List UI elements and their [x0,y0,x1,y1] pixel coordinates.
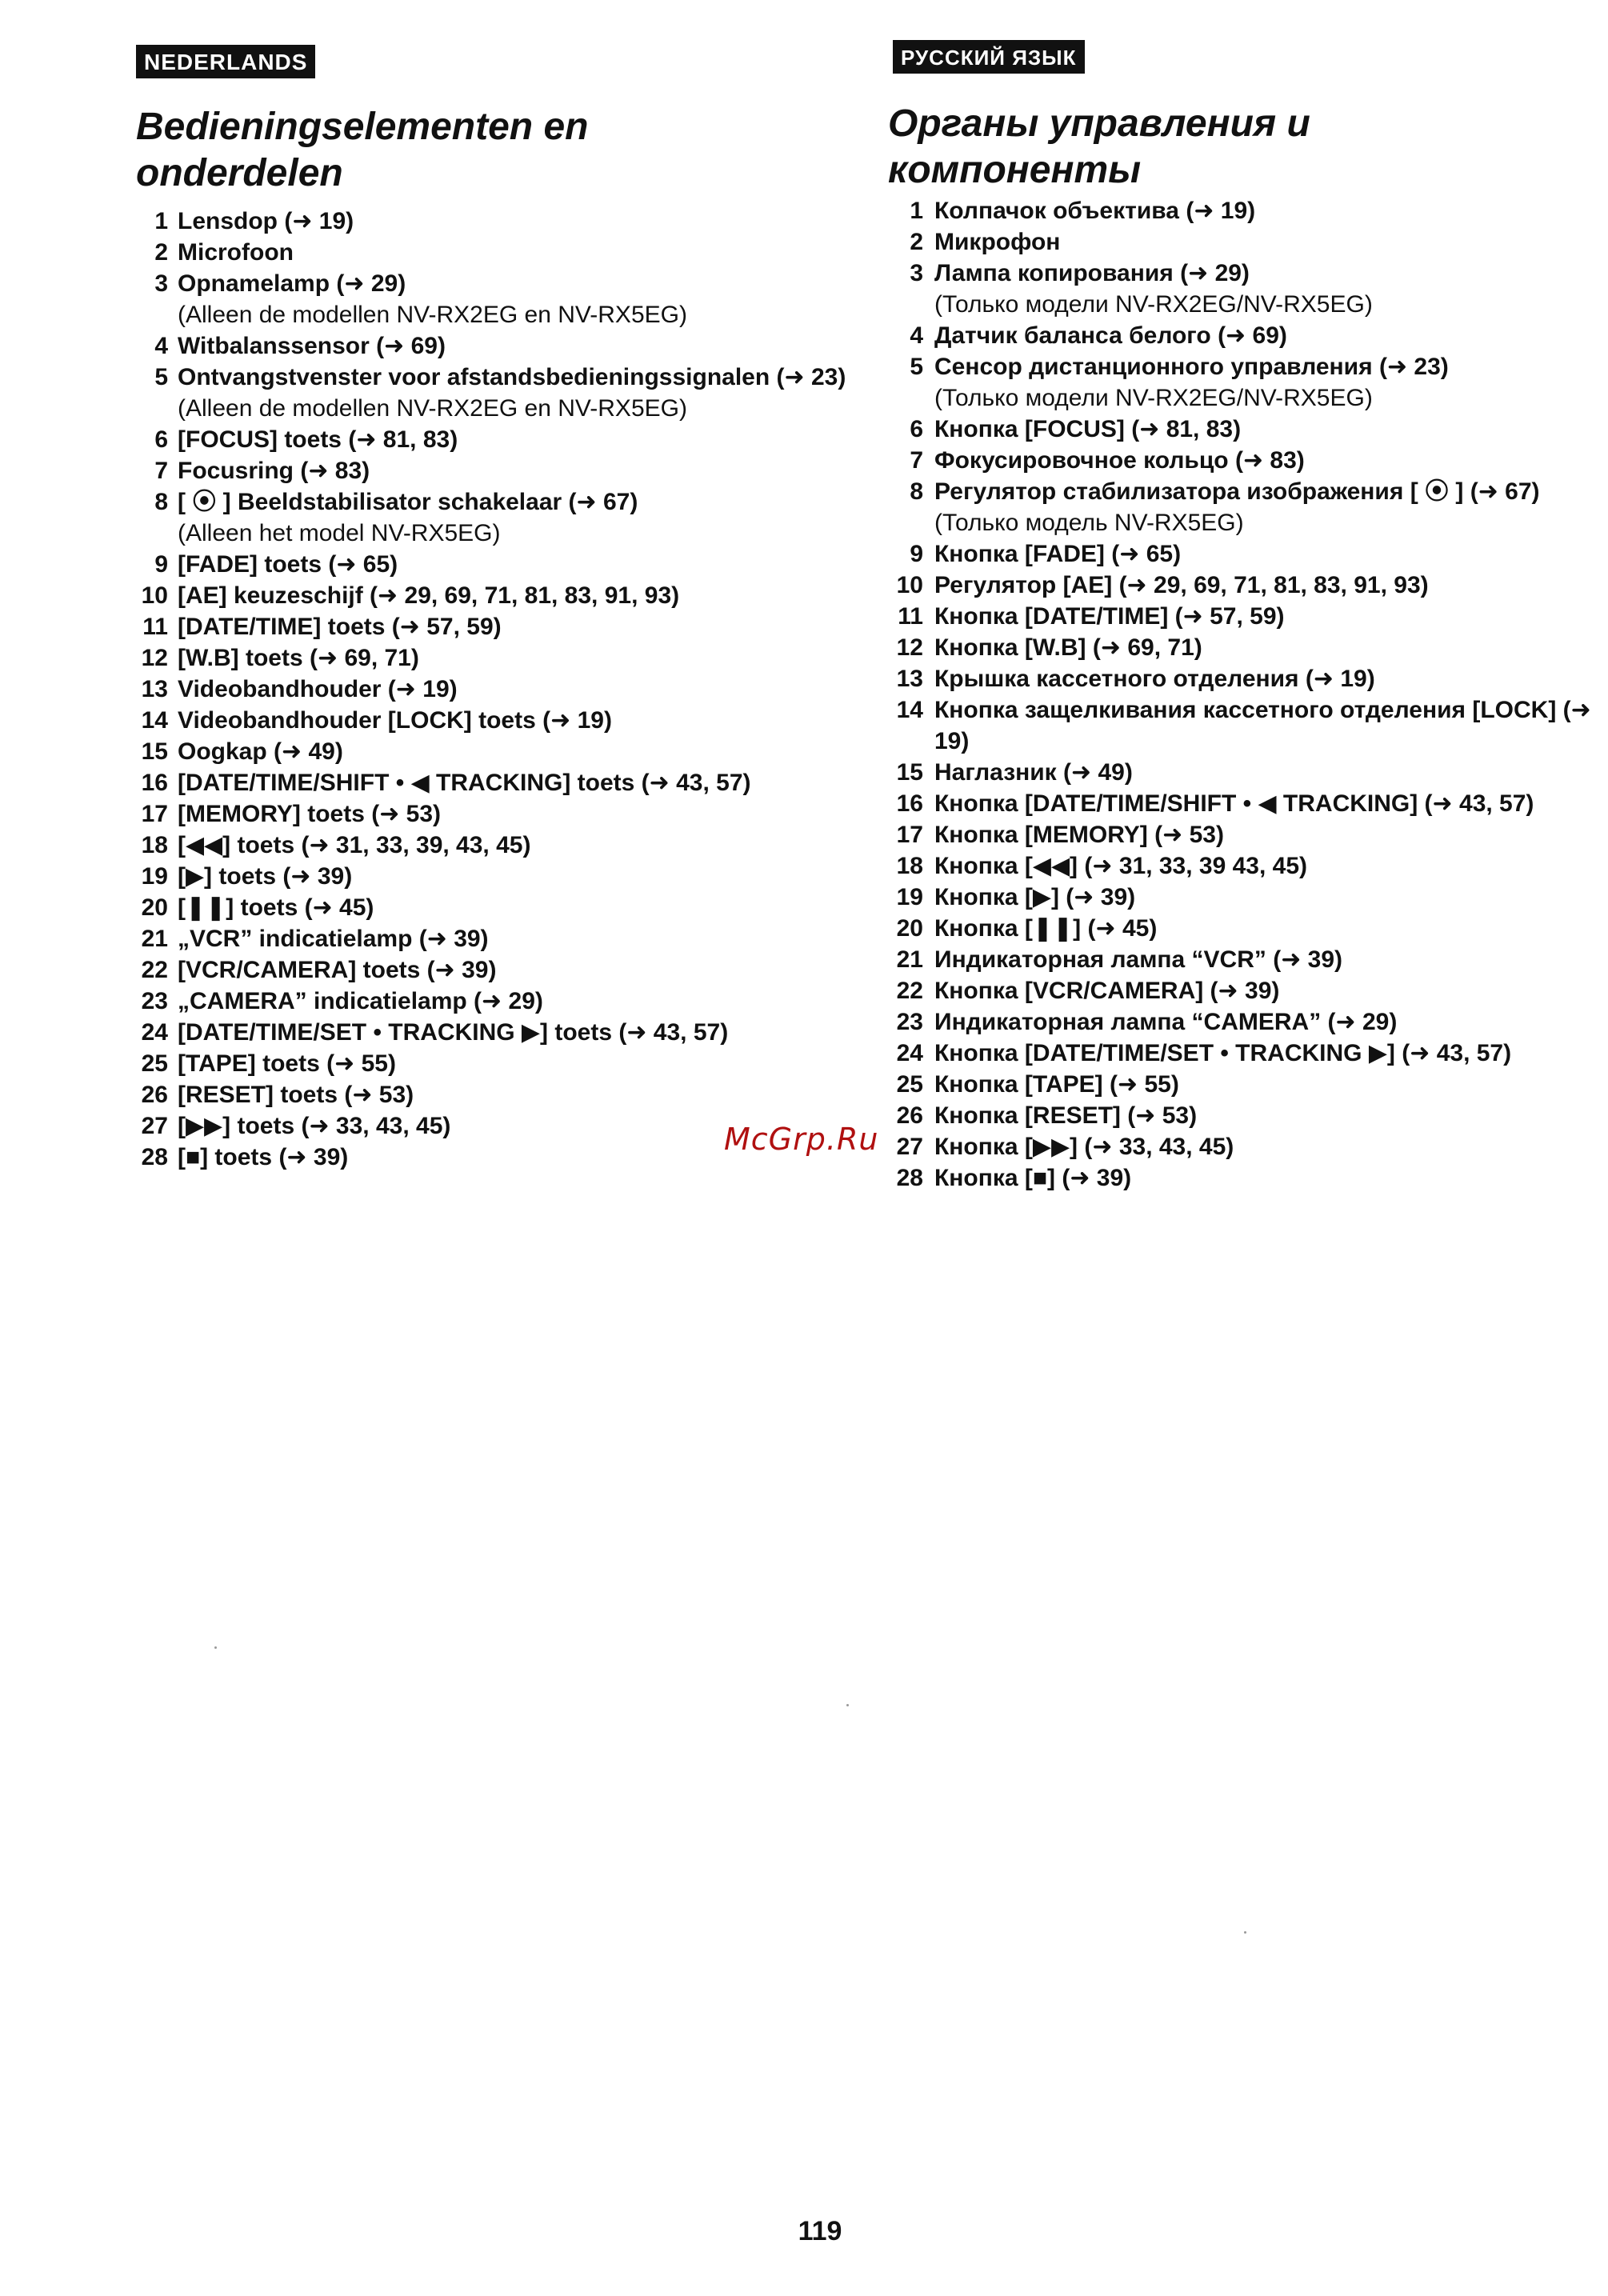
item-label: Witbalanssensor (➜ 69) [178,333,446,359]
list-item [136,611,856,642]
list-item [888,1100,1608,1131]
list-item [888,850,1608,882]
list-item [888,226,1608,258]
item-note: (Только модели NV-RX2EG/NV-RX5EG) [934,291,1373,318]
item-label: Кнопка [TAPE] (➜ 55) [934,1071,1179,1098]
item-label: [DATE/TIME] toets (➜ 57, 59) [178,614,502,640]
list-item [888,320,1608,351]
item-number: 25 [896,1071,923,1098]
list-item [136,455,856,486]
item-number: 11 [898,603,923,630]
item-number: 15 [896,759,923,786]
list-item [888,476,1608,538]
item-label: Кнопка защелкивания кассетного отделения [LOCK] (➜ 19) [934,697,1591,754]
item-note: (Alleen het model NV-RX5EG) [178,520,501,546]
item-label: [DATE/TIME/SHIFT • ◀ TRACKING] toets (➜ 43, 57) [178,770,751,796]
list-item [888,913,1608,944]
list-item [136,954,856,986]
item-note: (Только модели NV-RX2EG/NV-RX5EG) [934,385,1373,411]
list-item [136,736,856,767]
item-label: Кнопка [◀◀] (➜ 31, 33, 39 43, 45) [934,853,1308,879]
parts-list [136,206,856,1173]
item-number: 22 [896,978,923,1004]
item-label: Датчик баланса белого (➜ 69) [934,322,1287,349]
list-item [136,206,856,237]
item-number: 7 [154,458,168,484]
section-title [888,101,1310,194]
item-label: Колпачок объектива (➜ 19) [934,198,1256,224]
item-number: 20 [896,915,923,942]
item-label: Микрофон [934,229,1061,255]
list-item [136,580,856,611]
item-number: 9 [154,551,168,578]
item-number: 8 [910,478,923,505]
item-label: [▶] toets (➜ 39) [178,863,353,890]
item-label: Кнопка [▶] (➜ 39) [934,884,1136,910]
item-number: 19 [896,884,923,910]
item-number: 5 [154,364,168,390]
list-item [888,694,1608,757]
list-item [888,632,1608,663]
item-label: Ontvangstvenster voor afstandsbedieningssignalen (➜ 23) [178,364,846,390]
list-item [888,351,1608,414]
list-item [136,268,856,330]
item-number: 15 [141,738,168,765]
item-number: 27 [141,1113,168,1139]
item-number: 3 [910,260,923,286]
scan-speck [214,1646,217,1649]
item-label: [AE] keuzeschijf (➜ 29, 69, 71, 81, 83, 91, 93) [178,582,680,609]
list-item [136,1048,856,1079]
section-title [136,104,588,197]
item-number: 16 [141,770,168,796]
item-number: 17 [896,822,923,848]
item-label: [ ⦿ ] Beeldstabilisator schakelaar (➜ 67) [178,489,638,515]
item-label: Крышка кассетного отделения (➜ 19) [934,666,1375,692]
list-item [136,549,856,580]
item-label: Кнопка [■] (➜ 39) [934,1165,1132,1191]
item-number: 3 [154,270,168,297]
item-number: 8 [154,489,168,515]
item-number: 6 [910,416,923,442]
item-number: 16 [896,790,923,817]
item-label: Videobandhouder (➜ 19) [178,676,458,702]
item-number: 28 [141,1144,168,1170]
item-number: 18 [896,853,923,879]
item-label: Кнопка [VCR/CAMERA] (➜ 39) [934,978,1280,1004]
item-label: [FOCUS] toets (➜ 81, 83) [178,426,458,453]
item-number: 14 [141,707,168,734]
item-number: 13 [896,666,923,692]
item-number: 26 [141,1082,168,1108]
page-number: 119 [798,2216,842,2246]
item-note: (Alleen de modellen NV-RX2EG en NV-RX5EG) [178,395,687,422]
item-number: 14 [896,697,923,723]
item-label: Кнопка [❚❚] (➜ 45) [934,915,1158,942]
item-label: Кнопка [FADE] (➜ 65) [934,541,1182,567]
list-item [136,330,856,362]
list-item [888,1162,1608,1194]
list-item [136,767,856,798]
item-number: 23 [141,988,168,1014]
list-item [888,788,1608,819]
item-label: Videobandhouder [LOCK] toets (➜ 19) [178,707,612,734]
item-number: 10 [141,582,168,609]
item-number: 6 [154,426,168,453]
list-item [888,882,1608,913]
item-note: (Alleen de modellen NV-RX2EG en NV-RX5EG) [178,302,687,328]
item-number: 11 [142,614,168,640]
item-label: Кнопка [W.B] (➜ 69, 71) [934,634,1202,661]
item-label: [■] toets (➜ 39) [178,1144,349,1170]
scan-speck [846,1704,849,1706]
item-label: [MEMORY] toets (➜ 53) [178,801,442,827]
item-label: Кнопка [MEMORY] (➜ 53) [934,822,1224,848]
list-item [888,1069,1608,1100]
item-label: Регулятор стабилизатора изображения [ ⦿ ] (➜ 67) [934,478,1540,505]
item-number: 1 [154,208,168,234]
list-item [888,538,1608,570]
watermark: McGrp.Ru [724,1122,879,1157]
list-item [136,1079,856,1110]
item-label: Кнопка [DATE/TIME] (➜ 57, 59) [934,603,1285,630]
item-label: Кнопка [FOCUS] (➜ 81, 83) [934,416,1242,442]
item-number: 18 [141,832,168,858]
list-item [136,424,856,455]
item-number: 23 [896,1009,923,1035]
item-label: [❚❚] toets (➜ 45) [178,894,374,921]
item-label: Индикаторная лампа “VCR” (➜ 39) [934,946,1343,973]
item-label: „CAMERA” indicatielamp (➜ 29) [178,988,543,1014]
item-number: 22 [141,957,168,983]
list-item [136,674,856,705]
item-label: [TAPE] toets (➜ 55) [178,1050,396,1077]
list-item [136,798,856,830]
item-label: „VCR” indicatielamp (➜ 39) [178,926,489,952]
item-label: Кнопка [DATE/TIME/SET • TRACKING ▶] (➜ 43, 57) [934,1040,1512,1066]
list-item [136,705,856,736]
list-item [888,1006,1608,1038]
item-label: Кнопка [▶▶] (➜ 33, 43, 45) [934,1134,1234,1160]
item-number: 2 [154,239,168,266]
item-label: Кнопка [DATE/TIME/SHIFT • ◀ TRACKING] (➜ 43, 57) [934,790,1534,817]
item-number: 5 [910,354,923,380]
section-title-line-1: Органы управления и [888,102,1310,145]
list-item [888,445,1608,476]
item-number: 2 [910,229,923,255]
item-number: 25 [141,1050,168,1077]
list-item [888,414,1608,445]
list-item [136,1017,856,1048]
item-number: 19 [141,863,168,890]
item-label: Сенсор дистанционного управления (➜ 23) [934,354,1449,380]
list-item [136,892,856,923]
list-item [136,486,856,549]
item-label: Microfoon [178,239,294,266]
item-label: Наглазник (➜ 49) [934,759,1133,786]
item-number: 12 [141,645,168,671]
item-number: 12 [896,634,923,661]
item-number: 21 [896,946,923,973]
item-label: [DATE/TIME/SET • TRACKING ▶] toets (➜ 43, 57) [178,1019,729,1046]
item-label: [W.B] toets (➜ 69, 71) [178,645,419,671]
item-note: (Только модель NV-RX5EG) [934,510,1244,536]
list-item [136,861,856,892]
list-item [136,362,856,424]
item-label: Focusring (➜ 83) [178,458,370,484]
list-item [888,944,1608,975]
list-item [888,819,1608,850]
item-label: Лампа копирования (➜ 29) [934,260,1250,286]
item-number: 28 [896,1165,923,1191]
item-number: 13 [141,676,168,702]
list-item [888,570,1608,601]
section-title-line-2: onderdelen [136,152,343,194]
list-item [136,923,856,954]
item-number: 26 [896,1102,923,1129]
item-number: 17 [141,801,168,827]
list-item [136,642,856,674]
list-item [136,986,856,1017]
item-number: 27 [896,1134,923,1160]
item-label: Opnamelamp (➜ 29) [178,270,406,297]
list-item [888,663,1608,694]
list-item [136,830,856,861]
list-item [136,237,856,268]
list-item [888,1131,1608,1162]
item-label: [RESET] toets (➜ 53) [178,1082,414,1108]
item-label: [◀◀] toets (➜ 31, 33, 39, 43, 45) [178,832,531,858]
item-number: 9 [910,541,923,567]
item-number: 4 [910,322,923,349]
item-label: Фокусировочное кольцо (➜ 83) [934,447,1305,474]
language-label: РУССКИЙ ЯЗЫК [893,40,1085,74]
item-label: Индикаторная лампа “CAMERA” (➜ 29) [934,1009,1398,1035]
item-number: 10 [896,572,923,598]
list-item [888,975,1608,1006]
item-number: 24 [896,1040,923,1066]
language-label: NEDERLANDS [136,45,315,78]
item-label: [▶▶] toets (➜ 33, 43, 45) [178,1113,451,1139]
item-number: 7 [910,447,923,474]
item-number: 4 [154,333,168,359]
section-title-line-2: компоненты [888,149,1142,191]
item-label: Oogkap (➜ 49) [178,738,343,765]
item-label: [FADE] toets (➜ 65) [178,551,398,578]
item-label: Кнопка [RESET] (➜ 53) [934,1102,1198,1129]
item-label: Lensdop (➜ 19) [178,208,354,234]
list-item [888,1038,1608,1069]
item-label: Регулятор [AE] (➜ 29, 69, 71, 81, 83, 91, 93) [934,572,1429,598]
parts-list [888,195,1608,1194]
item-number: 21 [141,926,168,952]
list-item [888,601,1608,632]
list-item [888,757,1608,788]
item-number: 20 [141,894,168,921]
list-item [888,258,1608,320]
scan-speck [1244,1931,1246,1934]
item-number: 24 [141,1019,168,1046]
item-label: [VCR/CAMERA] toets (➜ 39) [178,957,497,983]
list-item [888,195,1608,226]
section-title-line-1: Bedieningselementen en [136,106,589,148]
item-number: 1 [910,198,923,224]
